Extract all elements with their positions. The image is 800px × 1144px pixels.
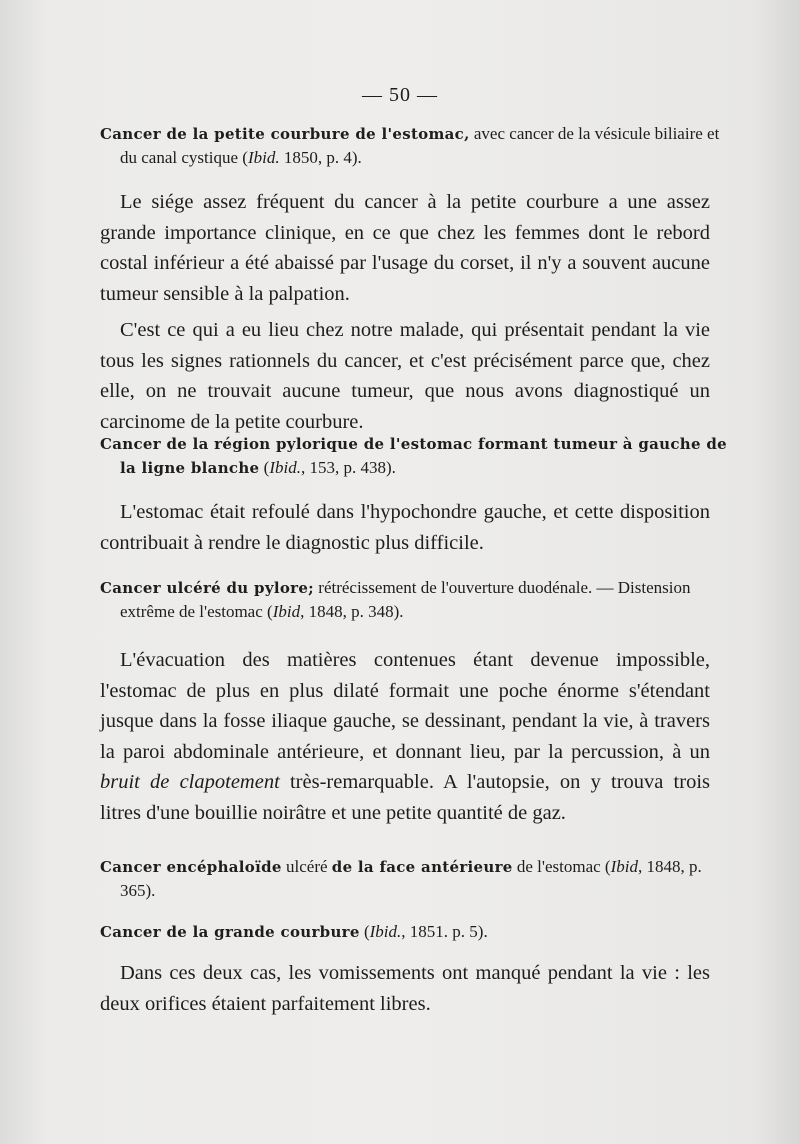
paragraph-2: [100, 497, 710, 558]
case-heading: Cancer ulcéré du pylore;: [100, 579, 315, 597]
case-heading: de la face antérieure: [331, 858, 513, 876]
paragraph-1: [100, 187, 710, 437]
case-text: avec cancer de la vésicule biliaire et du canal cystique (: [120, 124, 720, 167]
case-heading: Cancer de la région pylorique de l'estomac formant tumeur à gauche de la ligne blanche: [100, 435, 727, 477]
case-ref-rest: , 153, p. 438).: [300, 458, 396, 477]
case-entry-3: [100, 576, 730, 624]
case-text: (: [359, 922, 370, 941]
case-ref-rest: 1850, p. 4).: [279, 148, 362, 167]
case-heading: Cancer encéphaloïde: [100, 858, 282, 876]
paragraph-text-part: très-remarquable. A l'autopsie, on y trouva trois litres d'une bouillie noirâtre et une petite quantité de gaz.: [100, 771, 710, 824]
case-entry-5: [100, 920, 730, 944]
case-ref: Ibid: [610, 857, 638, 876]
case-ref-rest: , 1848, p. 365).: [120, 857, 702, 900]
paragraph-text: [100, 645, 710, 828]
case-entry-4: [100, 855, 730, 903]
case-text: rétrécissement de l'ouverture duodénale. — Distension extrême de l'estomac (: [120, 578, 691, 621]
paragraph-text: Dans ces deux cas, les vomissements ont manqué pendant la vie : les deux orifices étaient parfaitement libres.: [100, 962, 710, 1015]
case-text: (: [259, 458, 270, 477]
paragraph-text: L'estomac était refoulé dans l'hypochondre gauche, et cette disposition contribuait à rendre le diagnostic plus difficile.: [100, 501, 710, 554]
case-heading: Cancer de la grande courbure: [100, 923, 360, 941]
case-entry-1: [100, 122, 730, 170]
paragraph-italic: bruit de clapotement: [100, 771, 280, 793]
paragraph-text-part: L'évacuation des matières contenues étant devenue impossible, l'estomac de plus en plus dilaté formait une poche énorme s'étendant jusque dans la fosse iliaque gauche, se dessinant, pendant la vie, à travers la paroi abdominale antérieure, et donnant lieu, par la percussion, à un: [100, 649, 710, 763]
case-text: ulcéré: [281, 857, 332, 876]
case-ref-rest: , 1851. p. 5).: [401, 922, 488, 941]
case-ref: Ibid.: [369, 922, 402, 941]
case-ref-rest: , 1848, p. 348).: [300, 602, 404, 621]
case-ref: Ibid.: [247, 148, 280, 167]
case-ref: Ibid.: [269, 458, 301, 477]
page-number: — 50 —: [362, 84, 438, 106]
case-text: de l'estomac (: [512, 857, 611, 876]
paragraph-text: C'est ce qui a eu lieu chez notre malade, qui présentait pendant la vie tous les signes rationnels du cancer, et c'est précisément parce que, chez elle, on ne trouvait aucune tumeur, que nous avons diagnostiqué un carcinome de la petite courbure.: [100, 319, 710, 433]
case-ref: Ibid: [272, 602, 301, 621]
paragraph-4: [100, 958, 710, 1019]
case-entry-2: [100, 432, 730, 480]
paragraph-text: Le siége assez fréquent du cancer à la petite courbure a une assez grande importance clinique, en ce que chez les femmes dont le rebord costal inférieur a été abaissé par l'usage du corset, il n'y a souvent aucune tumeur sensible à la palpation.: [100, 191, 710, 305]
case-heading: Cancer de la petite courbure de l'estomac,: [100, 125, 470, 143]
paragraph-3: [100, 645, 710, 828]
